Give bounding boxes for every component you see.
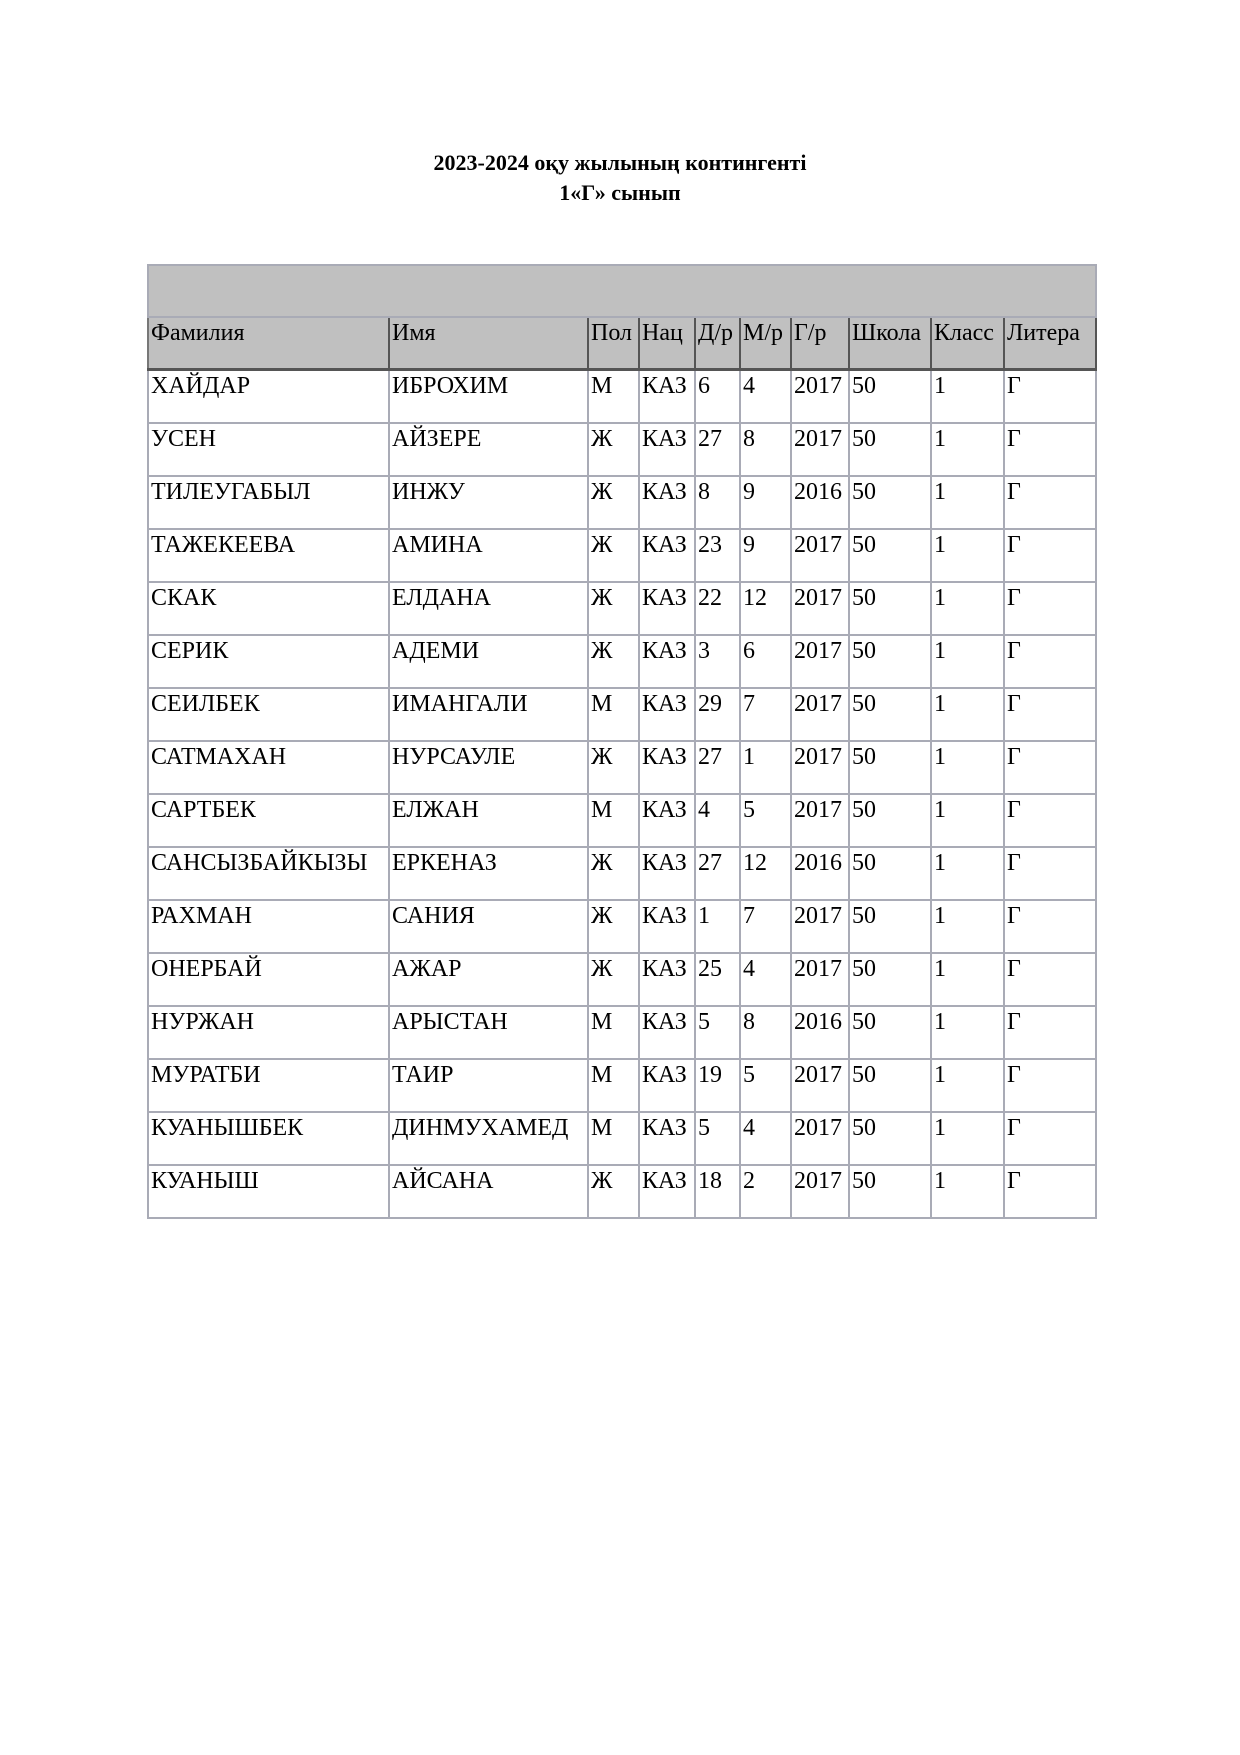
birth-month-cell: 5 (740, 1059, 791, 1112)
class-cell: 1 (931, 1165, 1004, 1218)
surname-cell: ТАЖЕКЕЕВА (148, 529, 389, 582)
school-cell: 50 (849, 953, 931, 1006)
gender-cell: М (588, 1006, 639, 1059)
name-cell: АРЫСТАН (389, 1006, 588, 1059)
birth-month-cell: 2 (740, 1165, 791, 1218)
birth-day-cell: 5 (695, 1006, 740, 1059)
class-cell: 1 (931, 370, 1004, 424)
column-header-gender: Пол (588, 317, 639, 370)
class-cell: 1 (931, 635, 1004, 688)
school-cell: 50 (849, 476, 931, 529)
gender-cell: Ж (588, 1165, 639, 1218)
birth-year-cell: 2017 (791, 794, 849, 847)
birth-year-cell: 2016 (791, 476, 849, 529)
name-cell: ИНЖУ (389, 476, 588, 529)
school-cell: 50 (849, 529, 931, 582)
class-cell: 1 (931, 529, 1004, 582)
birth-year-cell: 2017 (791, 741, 849, 794)
class-cell: 1 (931, 1112, 1004, 1165)
table-row (148, 635, 1096, 688)
birth-year-cell: 2017 (791, 900, 849, 953)
class-cell: 1 (931, 688, 1004, 741)
nationality-cell: КАЗ (639, 370, 695, 424)
column-header-birth-month: М/р (740, 317, 791, 370)
letter-cell: Г (1004, 900, 1096, 953)
letter-cell: Г (1004, 370, 1096, 424)
name-cell: ИБРОХИМ (389, 370, 588, 424)
surname-cell: ТИЛЕУГАБЫЛ (148, 476, 389, 529)
birth-day-cell: 23 (695, 529, 740, 582)
birth-day-cell: 25 (695, 953, 740, 1006)
table-row (148, 900, 1096, 953)
birth-year-cell: 2017 (791, 1059, 849, 1112)
letter-cell: Г (1004, 688, 1096, 741)
birth-month-cell: 8 (740, 1006, 791, 1059)
gender-cell: Ж (588, 635, 639, 688)
birth-year-cell: 2017 (791, 635, 849, 688)
nationality-cell: КАЗ (639, 423, 695, 476)
surname-cell: РАХМАН (148, 900, 389, 953)
header-band (148, 265, 1096, 317)
surname-cell: СКАК (148, 582, 389, 635)
table-row (148, 370, 1096, 424)
birth-day-cell: 5 (695, 1112, 740, 1165)
nationality-cell: КАЗ (639, 582, 695, 635)
birth-year-cell: 2017 (791, 1112, 849, 1165)
birth-day-cell: 3 (695, 635, 740, 688)
table-row (148, 529, 1096, 582)
gender-cell: Ж (588, 582, 639, 635)
table-row (148, 794, 1096, 847)
class-cell: 1 (931, 741, 1004, 794)
nationality-cell: КАЗ (639, 1165, 695, 1218)
column-header-surname: Фамилия (148, 317, 389, 370)
name-cell: ИМАНГАЛИ (389, 688, 588, 741)
table-row (148, 741, 1096, 794)
letter-cell: Г (1004, 847, 1096, 900)
birth-month-cell: 7 (740, 688, 791, 741)
table-row (148, 953, 1096, 1006)
nationality-cell: КАЗ (639, 1112, 695, 1165)
school-cell: 50 (849, 794, 931, 847)
name-cell: ЕЛЖАН (389, 794, 588, 847)
column-header-school: Школа (849, 317, 931, 370)
surname-cell: САНСЫЗБАЙКЫЗЫ (148, 847, 389, 900)
nationality-cell: КАЗ (639, 741, 695, 794)
school-cell: 50 (849, 635, 931, 688)
name-cell: ДИНМУХАМЕД (389, 1112, 588, 1165)
surname-cell: САТМАХАН (148, 741, 389, 794)
birth-month-cell: 12 (740, 582, 791, 635)
name-cell: НУРСАУЛЕ (389, 741, 588, 794)
birth-month-cell: 12 (740, 847, 791, 900)
table-row (148, 1059, 1096, 1112)
birth-month-cell: 1 (740, 741, 791, 794)
gender-cell: Ж (588, 847, 639, 900)
table-row (148, 847, 1096, 900)
letter-cell: Г (1004, 423, 1096, 476)
birth-month-cell: 6 (740, 635, 791, 688)
header-band-cell (148, 265, 1096, 317)
class-cell: 1 (931, 582, 1004, 635)
birth-year-cell: 2017 (791, 1165, 849, 1218)
letter-cell: Г (1004, 953, 1096, 1006)
name-cell: АДЕМИ (389, 635, 588, 688)
letter-cell: Г (1004, 1112, 1096, 1165)
name-cell: ТАИР (389, 1059, 588, 1112)
gender-cell: Ж (588, 529, 639, 582)
roster-body (148, 370, 1096, 1219)
name-cell: ЕРКЕНАЗ (389, 847, 588, 900)
letter-cell: Г (1004, 1006, 1096, 1059)
birth-month-cell: 4 (740, 370, 791, 424)
nationality-cell: КАЗ (639, 953, 695, 1006)
gender-cell: Ж (588, 741, 639, 794)
birth-day-cell: 8 (695, 476, 740, 529)
birth-month-cell: 7 (740, 900, 791, 953)
gender-cell: Ж (588, 423, 639, 476)
birth-day-cell: 27 (695, 847, 740, 900)
birth-year-cell: 2017 (791, 582, 849, 635)
name-cell: АЖАР (389, 953, 588, 1006)
class-cell: 1 (931, 794, 1004, 847)
surname-cell: ХАЙДАР (148, 370, 389, 424)
school-cell: 50 (849, 847, 931, 900)
name-cell: АЙЗЕРЕ (389, 423, 588, 476)
birth-day-cell: 4 (695, 794, 740, 847)
column-header-birth-day: Д/р (695, 317, 740, 370)
birth-month-cell: 5 (740, 794, 791, 847)
surname-cell: КУАНЫШ (148, 1165, 389, 1218)
nationality-cell: КАЗ (639, 794, 695, 847)
column-header-class: Класс (931, 317, 1004, 370)
nationality-cell: КАЗ (639, 1006, 695, 1059)
gender-cell: М (588, 370, 639, 424)
surname-cell: МУРАТБИ (148, 1059, 389, 1112)
nationality-cell: КАЗ (639, 476, 695, 529)
birth-day-cell: 18 (695, 1165, 740, 1218)
name-cell: САНИЯ (389, 900, 588, 953)
name-cell: ЕЛДАНА (389, 582, 588, 635)
school-cell: 50 (849, 423, 931, 476)
table-row (148, 476, 1096, 529)
letter-cell: Г (1004, 476, 1096, 529)
nationality-cell: КАЗ (639, 688, 695, 741)
letter-cell: Г (1004, 582, 1096, 635)
class-cell: 1 (931, 476, 1004, 529)
birth-day-cell: 29 (695, 688, 740, 741)
school-cell: 50 (849, 582, 931, 635)
column-header-nationality: Нац (639, 317, 695, 370)
gender-cell: Ж (588, 953, 639, 1006)
gender-cell: Ж (588, 900, 639, 953)
birth-month-cell: 9 (740, 476, 791, 529)
gender-cell: Ж (588, 476, 639, 529)
gender-cell: М (588, 794, 639, 847)
birth-year-cell: 2017 (791, 370, 849, 424)
name-cell: АЙСАНА (389, 1165, 588, 1218)
gender-cell: М (588, 1112, 639, 1165)
school-cell: 50 (849, 741, 931, 794)
column-header-row (148, 317, 1096, 370)
nationality-cell: КАЗ (639, 900, 695, 953)
letter-cell: Г (1004, 1165, 1096, 1218)
name-cell: АМИНА (389, 529, 588, 582)
table-row (148, 688, 1096, 741)
birth-year-cell: 2017 (791, 423, 849, 476)
birth-month-cell: 4 (740, 1112, 791, 1165)
document-title (0, 148, 1240, 208)
birth-month-cell: 8 (740, 423, 791, 476)
surname-cell: НУРЖАН (148, 1006, 389, 1059)
nationality-cell: КАЗ (639, 847, 695, 900)
title-line-year: 2023-2024 оқу жылының контингенті (433, 150, 807, 175)
birth-day-cell: 27 (695, 741, 740, 794)
class-cell: 1 (931, 847, 1004, 900)
letter-cell: Г (1004, 635, 1096, 688)
school-cell: 50 (849, 1112, 931, 1165)
birth-year-cell: 2016 (791, 1006, 849, 1059)
school-cell: 50 (849, 688, 931, 741)
class-cell: 1 (931, 423, 1004, 476)
table-row (148, 423, 1096, 476)
nationality-cell: КАЗ (639, 1059, 695, 1112)
birth-year-cell: 2016 (791, 847, 849, 900)
birth-day-cell: 22 (695, 582, 740, 635)
school-cell: 50 (849, 900, 931, 953)
school-cell: 50 (849, 370, 931, 424)
birth-month-cell: 4 (740, 953, 791, 1006)
birth-day-cell: 6 (695, 370, 740, 424)
birth-year-cell: 2017 (791, 529, 849, 582)
class-cell: 1 (931, 900, 1004, 953)
birth-day-cell: 1 (695, 900, 740, 953)
birth-day-cell: 19 (695, 1059, 740, 1112)
gender-cell: М (588, 688, 639, 741)
surname-cell: УСЕН (148, 423, 389, 476)
class-cell: 1 (931, 1006, 1004, 1059)
school-cell: 50 (849, 1165, 931, 1218)
surname-cell: САРТБЕК (148, 794, 389, 847)
birth-day-cell: 27 (695, 423, 740, 476)
table-row (148, 1112, 1096, 1165)
nationality-cell: КАЗ (639, 635, 695, 688)
class-cell: 1 (931, 1059, 1004, 1112)
surname-cell: ОНЕРБАЙ (148, 953, 389, 1006)
nationality-cell: КАЗ (639, 529, 695, 582)
gender-cell: М (588, 1059, 639, 1112)
surname-cell: КУАНЫШБЕК (148, 1112, 389, 1165)
class-cell: 1 (931, 953, 1004, 1006)
surname-cell: СЕИЛБЕК (148, 688, 389, 741)
table-row (148, 1165, 1096, 1218)
letter-cell: Г (1004, 794, 1096, 847)
birth-year-cell: 2017 (791, 953, 849, 1006)
column-header-birth-year: Г/р (791, 317, 849, 370)
birth-year-cell: 2017 (791, 688, 849, 741)
title-line-class: 1«Г» сынып (559, 180, 681, 205)
school-cell: 50 (849, 1006, 931, 1059)
surname-cell: СЕРИК (148, 635, 389, 688)
letter-cell: Г (1004, 1059, 1096, 1112)
table-row (148, 582, 1096, 635)
column-header-letter: Литера (1004, 317, 1096, 370)
school-cell: 50 (849, 1059, 931, 1112)
letter-cell: Г (1004, 741, 1096, 794)
letter-cell: Г (1004, 529, 1096, 582)
student-roster-table (147, 264, 1097, 1219)
birth-month-cell: 9 (740, 529, 791, 582)
table-row (148, 1006, 1096, 1059)
column-header-name: Имя (389, 317, 588, 370)
